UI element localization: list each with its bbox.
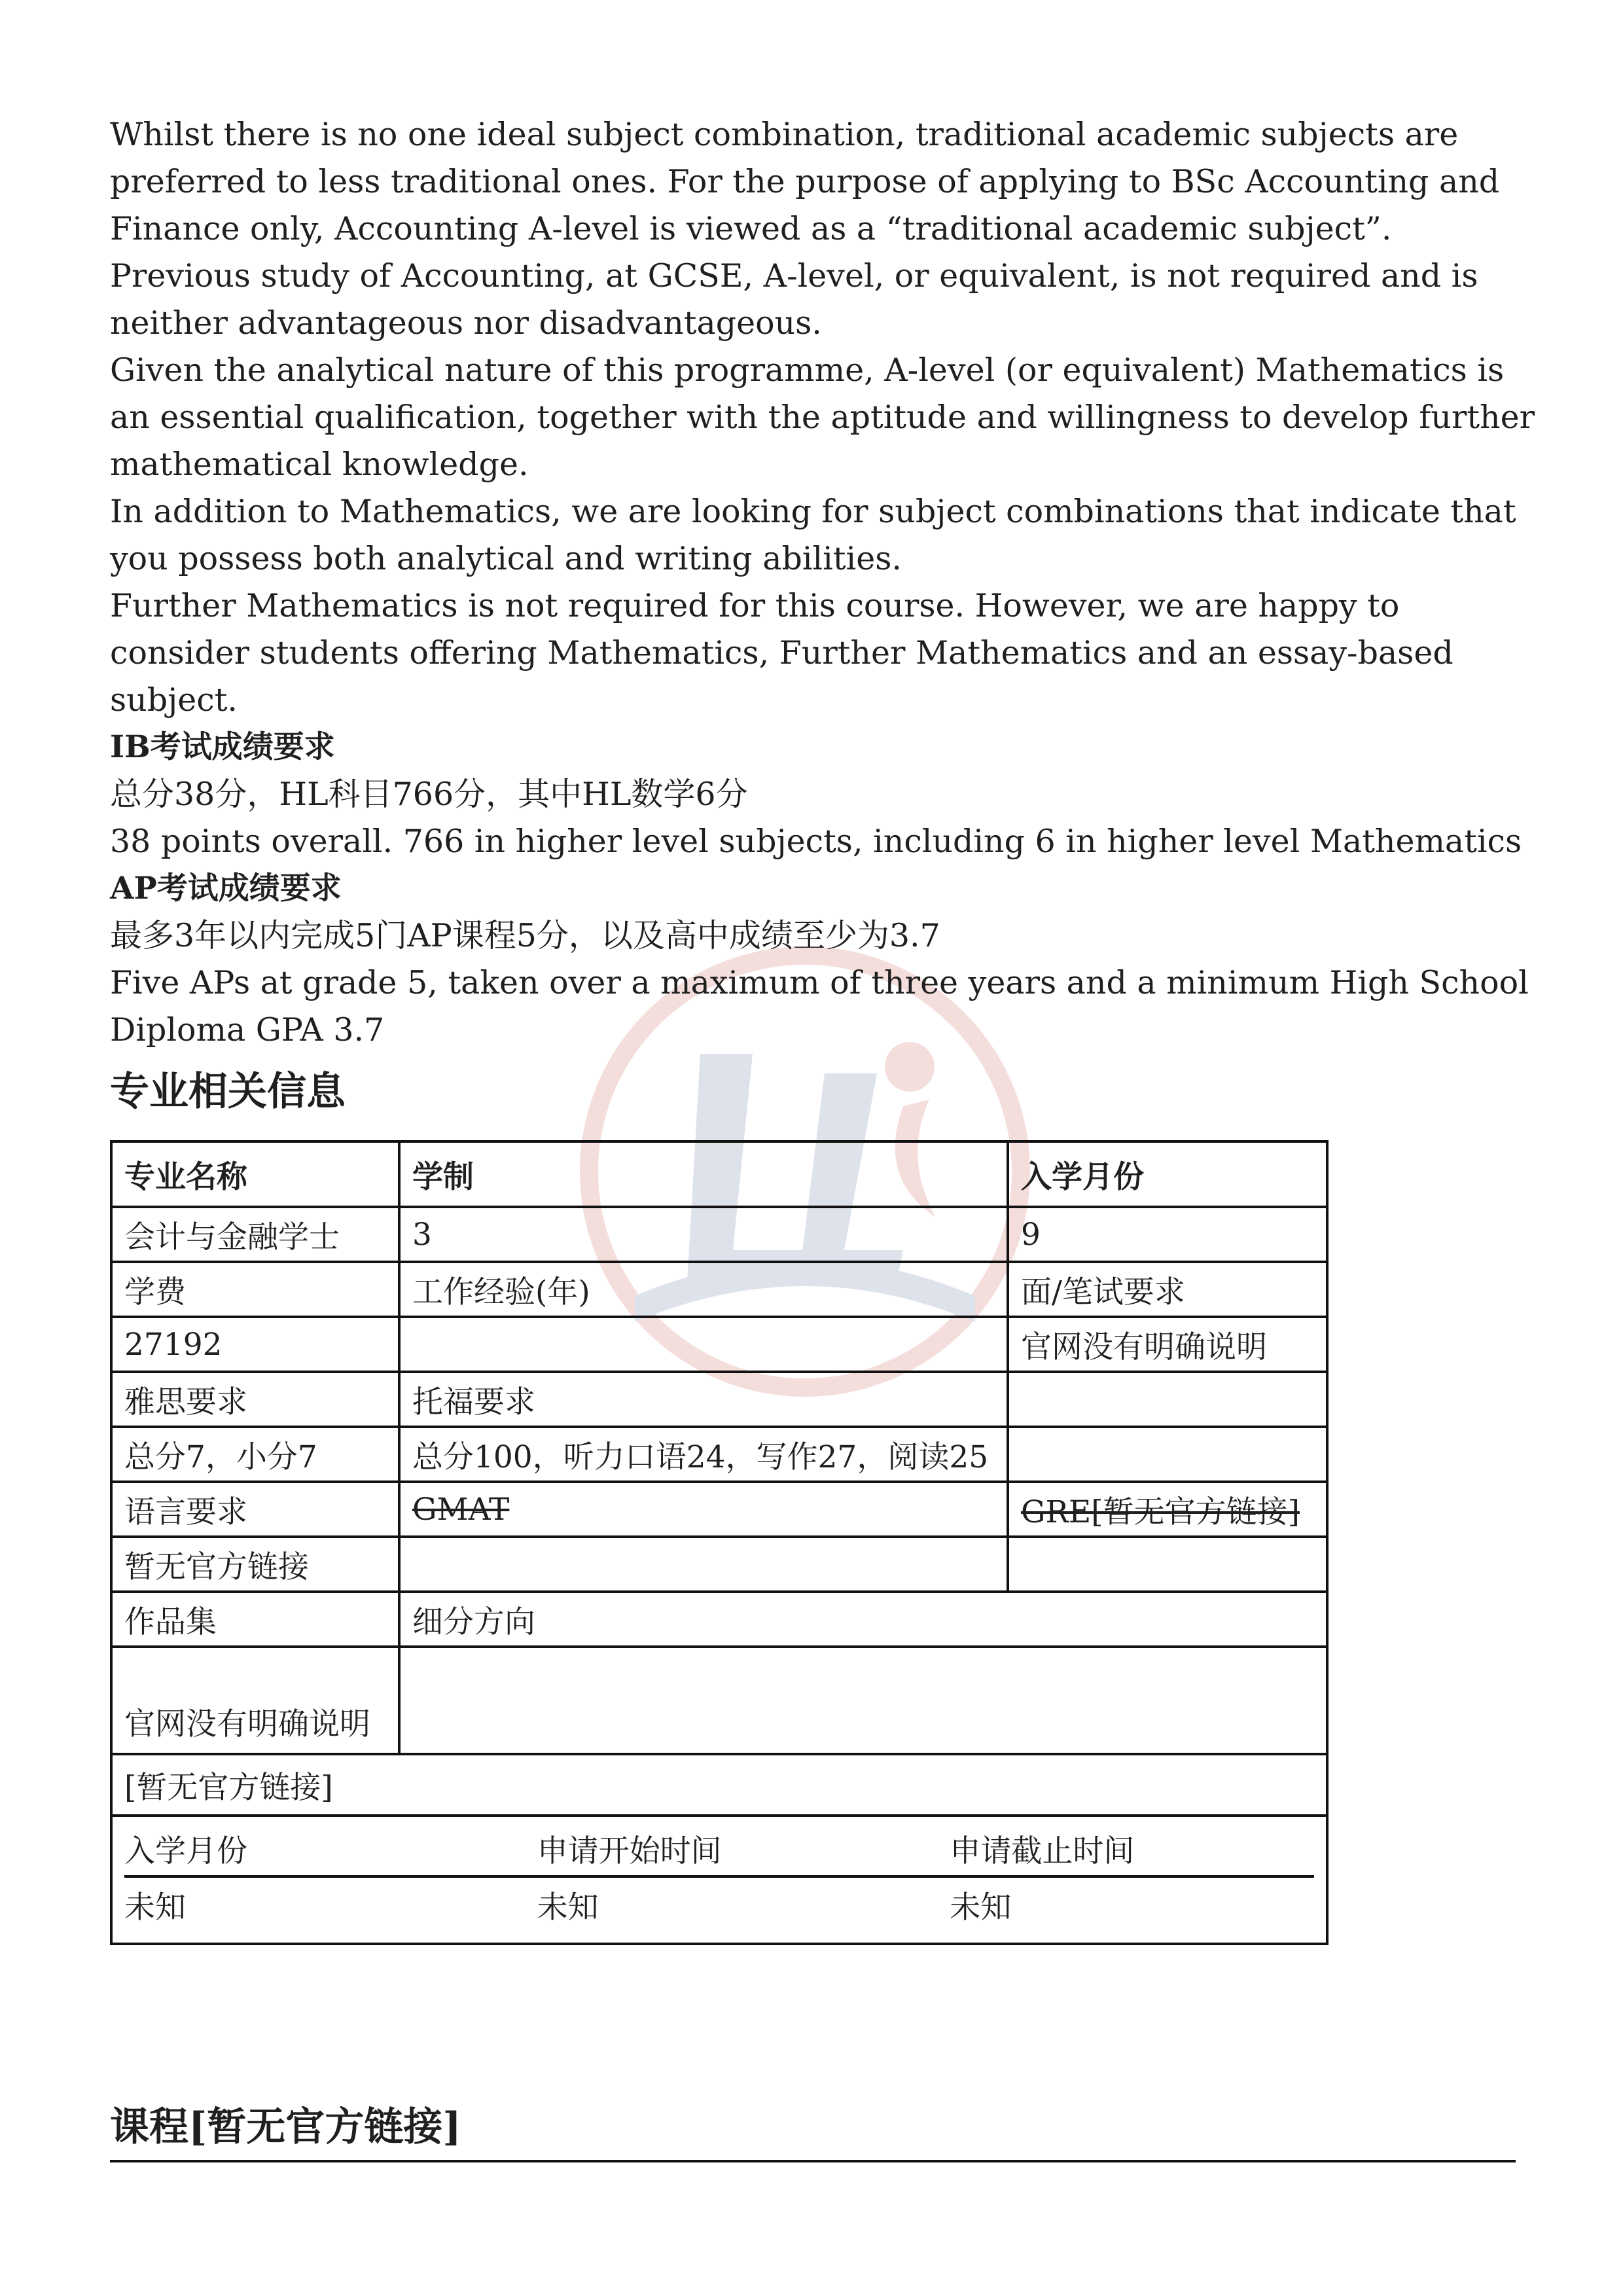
table-row (111, 1207, 1327, 1262)
table-row (124, 1876, 1314, 1931)
portfolio-label: 作品集 (111, 1592, 399, 1647)
header-major-name: 专业名称 (111, 1141, 399, 1207)
table-row (111, 1427, 1327, 1482)
ap-heading: AP考试成绩要求 (110, 870, 342, 906)
link-note: [暂无官方链接] (111, 1754, 1327, 1816)
table-row (111, 1262, 1327, 1317)
dates-value-intake: 未知 (124, 1889, 186, 1926)
table-row (111, 1754, 1327, 1816)
table-row (111, 1647, 1327, 1754)
major-info-title: 专业相关信息 (110, 1069, 346, 1115)
ap-requirement-en: Five APs at grade 5, taken over a maximum of three years and a minimum High School Diploma GPA 3.7 (110, 964, 1529, 1049)
dates-header-deadline: 申请截止时间 (950, 1821, 1314, 1876)
empty-cell (1008, 1427, 1327, 1482)
major-name-value: 会计与金融学士 (111, 1207, 399, 1262)
interview-label: 面/笔试要求 (1008, 1262, 1327, 1317)
language-label: 语言要求 (111, 1482, 399, 1537)
table-row (111, 1592, 1327, 1647)
section-divider (110, 2160, 1516, 2162)
portfolio-value: 官网没有明确说明 (111, 1647, 399, 1754)
gre-label: GRE[暂无官方链接] (1008, 1482, 1327, 1537)
paragraph-abilities: In addition to Mathematics, we are looking for subject combinations that indicate that you possess both analytical and writing abilities. (110, 493, 1516, 577)
duration-value: 3 (399, 1207, 1008, 1262)
dates-value-deadline: 未知 (950, 1889, 1012, 1926)
tuition-value: 27192 (111, 1317, 399, 1372)
paragraph-further-maths: Further Mathematics is not required for this course. However, we are happy to consider students offering Mathematics, Further Mathematics and an essay-based subject. (110, 587, 1454, 719)
paragraph-mathematics: Given the analytical nature of this programme, A-level (or equivalent) Mathematics is an essential qualification, together with the aptitude and willingness to develop further mathematical knowledge. (110, 351, 1535, 483)
table-row (111, 1372, 1327, 1427)
specialization-value (399, 1647, 1327, 1754)
gre-value (1008, 1537, 1327, 1592)
dates-value-start: 未知 (537, 1889, 599, 1926)
dates-cell (111, 1816, 1327, 1944)
ib-heading: IB考试成绩要求 (110, 729, 335, 765)
table-row (111, 1317, 1327, 1372)
major-info-table (110, 1140, 1329, 1945)
table-row (111, 1816, 1327, 1944)
header-duration: 学制 (399, 1141, 1008, 1207)
application-dates-table (124, 1821, 1314, 1931)
table-row (111, 1482, 1327, 1537)
table-row (111, 1537, 1327, 1592)
header-intake-month: 入学月份 (1008, 1141, 1327, 1207)
specialization-label: 细分方向 (399, 1592, 1327, 1647)
gmat-label: GMAT (399, 1482, 1008, 1537)
ielts-value: 总分7，小分7 (111, 1427, 399, 1482)
ielts-label: 雅思要求 (111, 1372, 399, 1427)
work-experience-label: 工作经验(年) (399, 1262, 1008, 1317)
toefl-value: 总分100，听力口语24，写作27，阅读25 (399, 1427, 1008, 1482)
intake-month-value: 9 (1008, 1207, 1327, 1262)
language-value: 暂无官方链接 (111, 1537, 399, 1592)
ib-requirement-cn: 总分38分，HL科目766分，其中HL数学6分 (110, 776, 748, 813)
ib-requirement-en: 38 points overall. 766 in higher level subjects, including 6 in higher level Mathematics (110, 823, 1522, 860)
dates-header-start: 申请开始时间 (537, 1821, 950, 1876)
toefl-label: 托福要求 (399, 1372, 1008, 1427)
entry-requirements-text (110, 111, 1537, 1054)
table-row (111, 1141, 1327, 1207)
paragraph-subject-combination: Whilst there is no one ideal subject combination, traditional academic subjects are preferred to less traditional ones. For the purpose of applying to BSc Accounting and Finance only, Accounting A-level is viewed as a “traditional academic subject”. Previous study of Accounting, at GCSE, A-level, or equivalent, is not required and is neither advantageous nor disadvantageous. (110, 116, 1500, 342)
interview-value: 官网没有明确说明 (1008, 1317, 1327, 1372)
work-experience-value (399, 1317, 1008, 1372)
empty-cell (1008, 1372, 1327, 1427)
course-section-title: 课程[暂无官方链接] (110, 2104, 461, 2150)
ap-requirement-cn: 最多3年以内完成5门AP课程5分，以及高中成绩至少为3.7 (110, 917, 940, 954)
tuition-label: 学费 (111, 1262, 399, 1317)
gmat-value (399, 1537, 1008, 1592)
dates-header-intake: 入学月份 (124, 1821, 537, 1876)
table-row (124, 1821, 1314, 1876)
